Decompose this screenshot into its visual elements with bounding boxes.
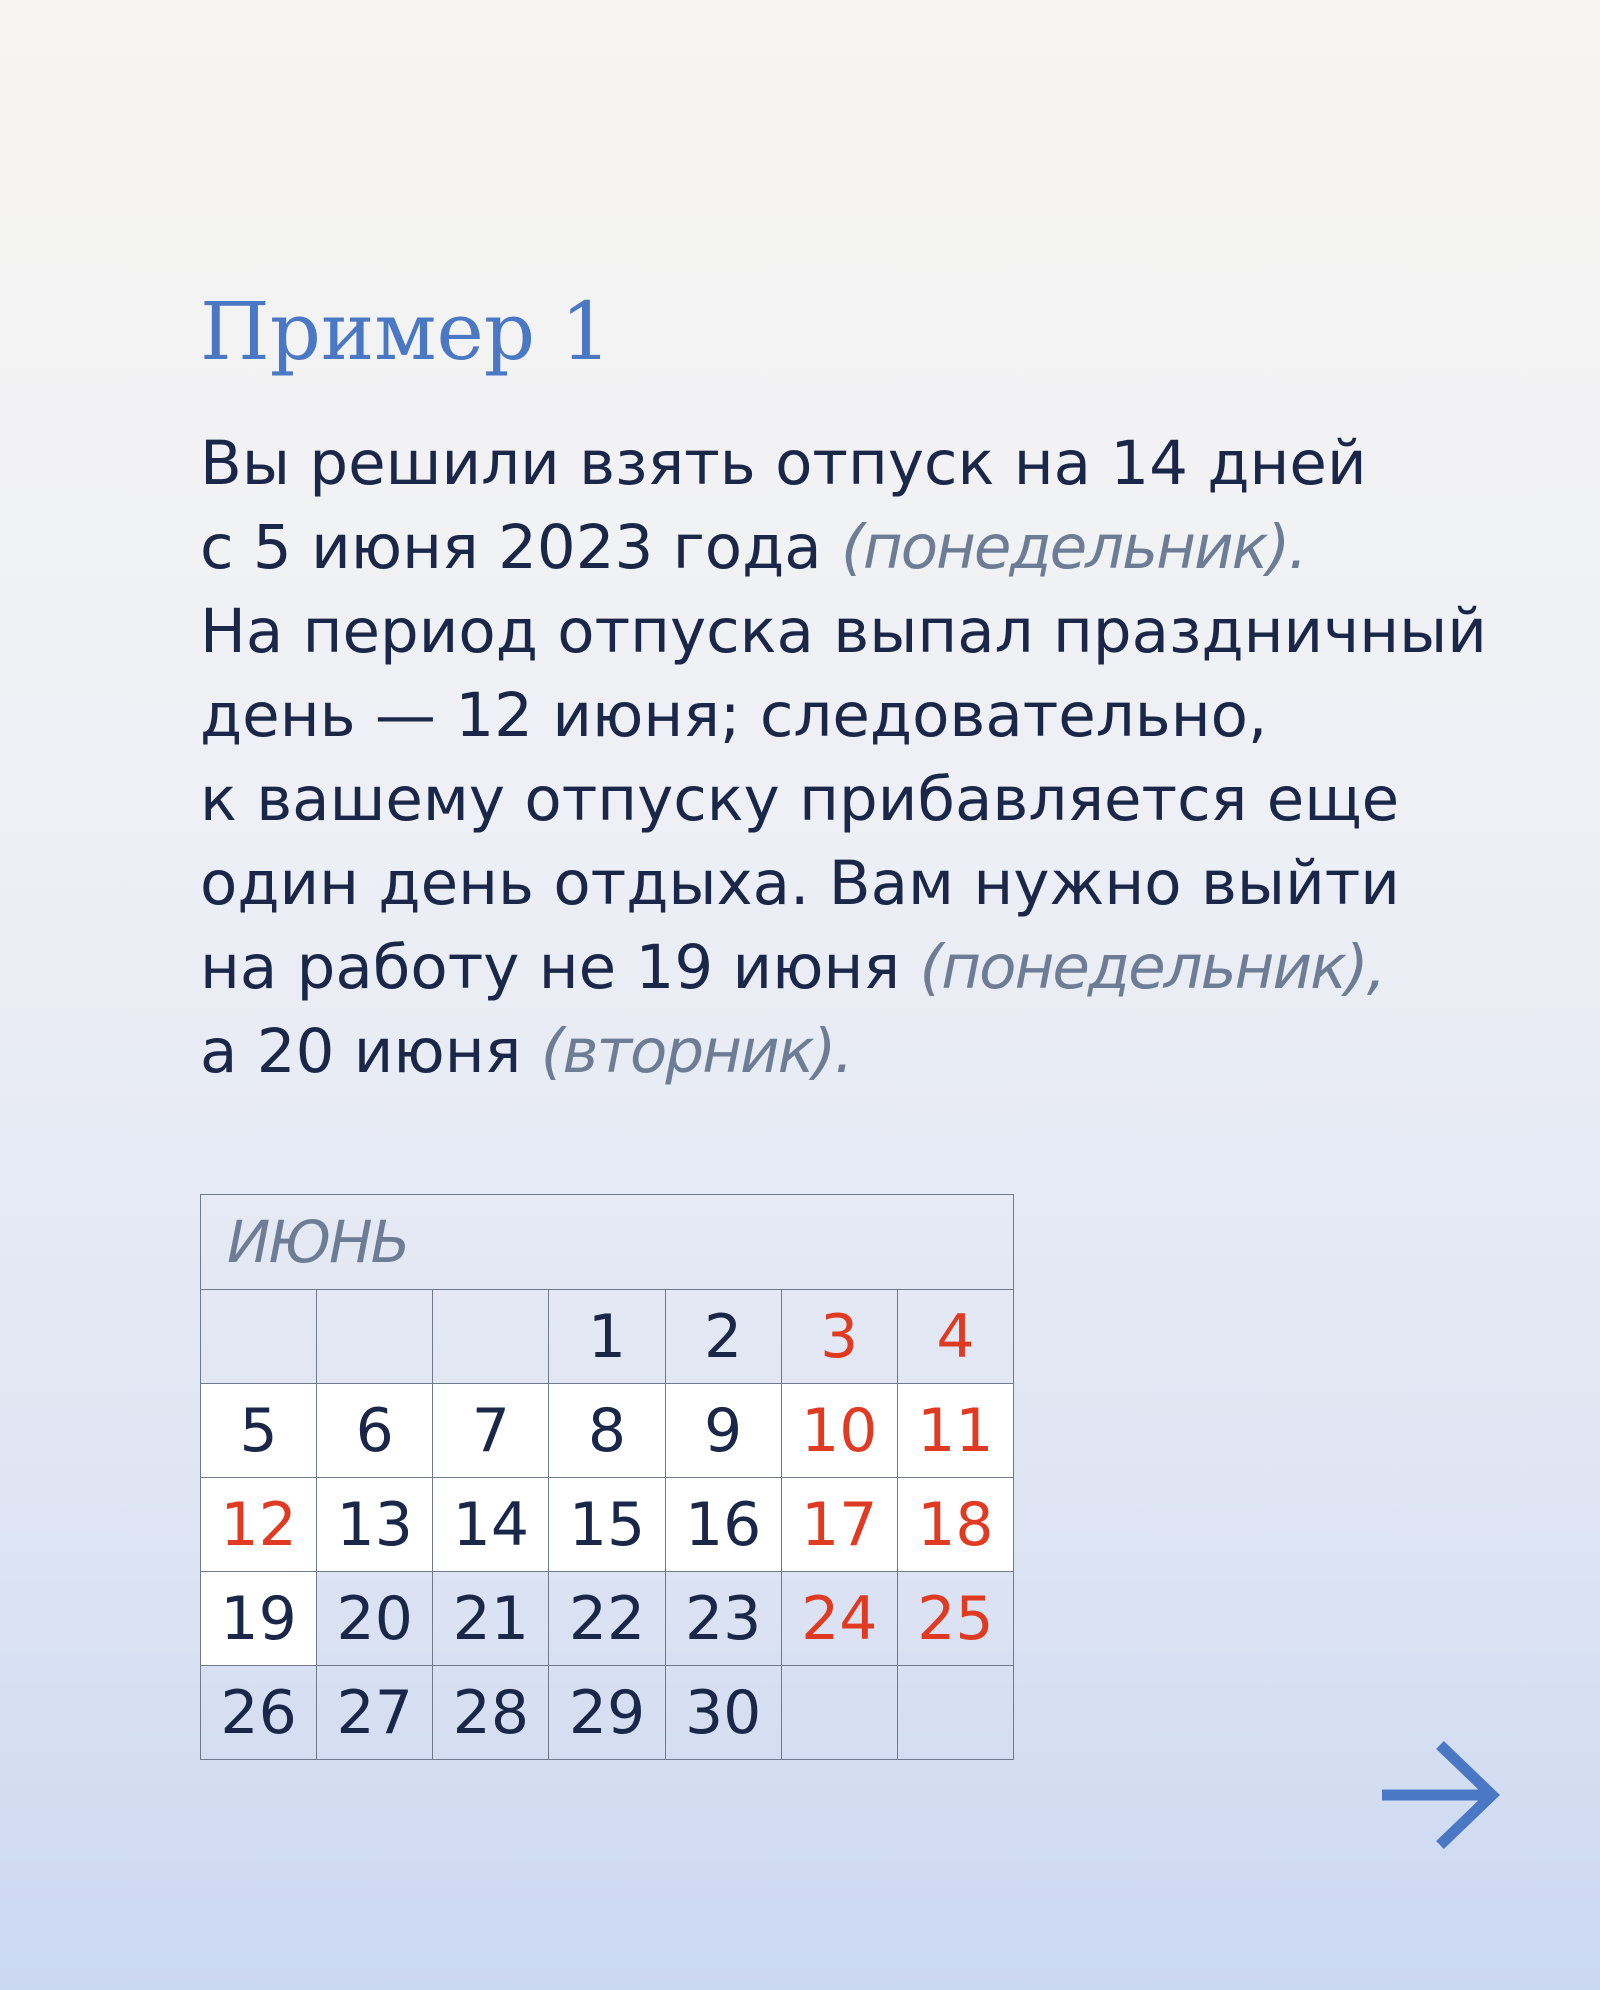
calendar-day: 30 <box>665 1666 781 1760</box>
june-calendar <box>200 1194 1014 1760</box>
calendar-empty-cell <box>897 1666 1013 1760</box>
text-line: к вашему отпуску прибавляется еще <box>200 764 1400 835</box>
calendar-month-header: ИЮНЬ <box>201 1195 1014 1290</box>
text-line: с 5 июня 2023 года <box>200 512 842 583</box>
calendar-day: 6 <box>317 1384 433 1478</box>
calendar-day: 12 <box>201 1478 317 1572</box>
calendar-day: 20 <box>317 1572 433 1666</box>
calendar-day: 8 <box>549 1384 665 1478</box>
calendar-week-row <box>201 1666 1014 1760</box>
calendar-week-row <box>201 1478 1014 1572</box>
weekday-note: (понедельник), <box>919 932 1385 1003</box>
calendar-day: 24 <box>781 1572 897 1666</box>
calendar-day: 4 <box>897 1290 1013 1384</box>
calendar-week-row <box>201 1572 1014 1666</box>
text-line: Вы решили взять отпуск на 14 дней <box>200 428 1367 499</box>
arrow-right-icon[interactable] <box>1376 1737 1502 1853</box>
calendar-day: 14 <box>433 1478 549 1572</box>
calendar-day: 28 <box>433 1666 549 1760</box>
calendar-day: 15 <box>549 1478 665 1572</box>
calendar-day: 13 <box>317 1478 433 1572</box>
calendar-day: 23 <box>665 1572 781 1666</box>
example-description <box>200 422 1500 1094</box>
calendar-day: 25 <box>897 1572 1013 1666</box>
calendar-day: 26 <box>201 1666 317 1760</box>
calendar-empty-cell <box>201 1290 317 1384</box>
calendar-day: 27 <box>317 1666 433 1760</box>
calendar-day: 1 <box>549 1290 665 1384</box>
calendar-day: 3 <box>781 1290 897 1384</box>
calendar-day: 2 <box>665 1290 781 1384</box>
calendar-day: 11 <box>897 1384 1013 1478</box>
text-line: На период отпуска выпал праздничный <box>200 596 1487 667</box>
page-title: Пример 1 <box>200 285 612 378</box>
weekday-note: (вторник). <box>540 1016 852 1087</box>
calendar-empty-cell <box>317 1290 433 1384</box>
calendar-day: 17 <box>781 1478 897 1572</box>
calendar-week-row <box>201 1290 1014 1384</box>
calendar-day: 22 <box>549 1572 665 1666</box>
calendar-day: 5 <box>201 1384 317 1478</box>
calendar-day: 9 <box>665 1384 781 1478</box>
calendar-week-row <box>201 1384 1014 1478</box>
calendar-day: 18 <box>897 1478 1013 1572</box>
calendar-day: 10 <box>781 1384 897 1478</box>
weekday-note: (понедельник). <box>841 512 1306 583</box>
calendar-day: 16 <box>665 1478 781 1572</box>
text-line: на работу не 19 июня <box>200 932 920 1003</box>
text-line: а 20 июня <box>200 1016 541 1087</box>
text-line: один день отдыха. Вам нужно выйти <box>200 848 1400 919</box>
calendar-day: 7 <box>433 1384 549 1478</box>
calendar-day: 29 <box>549 1666 665 1760</box>
calendar-day: 19 <box>201 1572 317 1666</box>
calendar-day: 21 <box>433 1572 549 1666</box>
calendar-weeks <box>201 1290 1014 1760</box>
calendar-empty-cell <box>781 1666 897 1760</box>
text-line: день — 12 июня; следовательно, <box>200 680 1268 751</box>
calendar-empty-cell <box>433 1290 549 1384</box>
